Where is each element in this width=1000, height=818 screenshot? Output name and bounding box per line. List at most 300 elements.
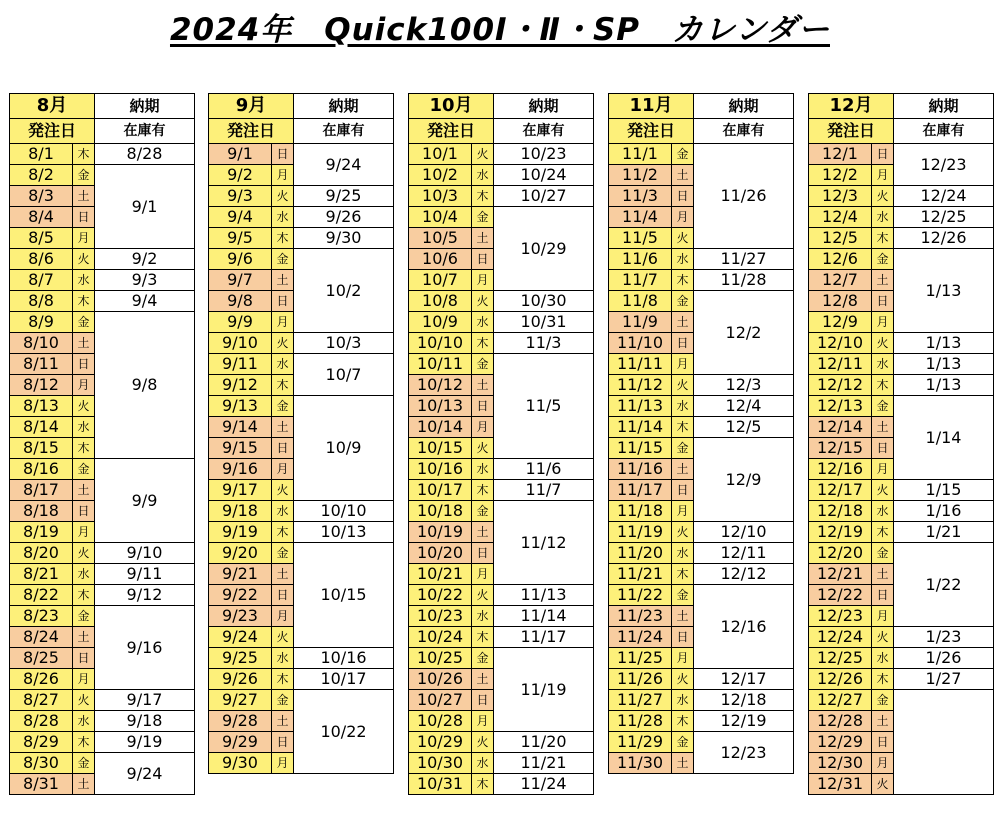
weekday: 水 xyxy=(872,501,894,522)
weekday: 月 xyxy=(272,606,294,627)
month-table xyxy=(608,93,794,774)
weekday: 木 xyxy=(472,186,494,207)
order-date: 12/28 xyxy=(809,711,872,732)
weekday: 月 xyxy=(73,375,95,396)
order-date: 10/1 xyxy=(409,144,472,165)
order-date: 9/5 xyxy=(209,228,272,249)
table-row xyxy=(209,354,394,375)
table-row xyxy=(209,186,394,207)
delivery-date: 9/24 xyxy=(95,753,195,795)
weekday: 月 xyxy=(272,459,294,480)
weekday: 土 xyxy=(672,312,694,333)
weekday: 日 xyxy=(672,186,694,207)
order-date: 9/12 xyxy=(209,375,272,396)
table-row xyxy=(609,543,794,564)
weekday: 日 xyxy=(872,585,894,606)
order-date: 8/7 xyxy=(10,270,73,291)
table-row xyxy=(409,480,594,501)
order-date: 8/8 xyxy=(10,291,73,312)
delivery-date: 9/17 xyxy=(95,690,195,711)
weekday: 水 xyxy=(272,648,294,669)
order-date: 12/1 xyxy=(809,144,872,165)
order-date: 9/15 xyxy=(209,438,272,459)
order-date: 11/21 xyxy=(609,564,672,585)
delivery-date: 9/16 xyxy=(95,606,195,690)
weekday: 金 xyxy=(672,585,694,606)
weekday: 木 xyxy=(472,627,494,648)
order-date: 12/22 xyxy=(809,585,872,606)
order-date: 11/7 xyxy=(609,270,672,291)
order-date: 12/31 xyxy=(809,774,872,795)
order-date: 9/24 xyxy=(209,627,272,648)
weekday: 土 xyxy=(272,711,294,732)
weekday: 日 xyxy=(272,585,294,606)
order-date: 9/25 xyxy=(209,648,272,669)
weekday: 水 xyxy=(672,543,694,564)
order-date: 11/5 xyxy=(609,228,672,249)
table-row xyxy=(609,417,794,438)
order-date: 9/2 xyxy=(209,165,272,186)
delivery-date: 12/26 xyxy=(894,228,994,249)
table-row xyxy=(10,459,195,480)
delivery-date: 11/6 xyxy=(494,459,594,480)
month-table xyxy=(208,93,394,774)
delivery-date: 12/23 xyxy=(894,144,994,186)
weekday: 金 xyxy=(672,732,694,753)
weekday: 土 xyxy=(672,606,694,627)
weekday: 金 xyxy=(272,396,294,417)
weekday: 月 xyxy=(672,501,694,522)
delivery-date: 12/17 xyxy=(694,669,794,690)
weekday: 日 xyxy=(272,732,294,753)
delivery-date: 12/12 xyxy=(694,564,794,585)
delivery-date: 12/18 xyxy=(694,690,794,711)
weekday: 月 xyxy=(872,753,894,774)
delivery-date: 9/4 xyxy=(95,291,195,312)
order-date: 12/17 xyxy=(809,480,872,501)
table-row xyxy=(10,606,195,627)
weekday: 土 xyxy=(472,228,494,249)
delivery-date: 1/13 xyxy=(894,333,994,354)
weekday: 火 xyxy=(73,543,95,564)
order-date: 9/19 xyxy=(209,522,272,543)
order-date: 11/16 xyxy=(609,459,672,480)
delivery-date: 9/24 xyxy=(294,144,394,186)
order-date: 9/22 xyxy=(209,585,272,606)
weekday: 土 xyxy=(73,333,95,354)
order-date: 9/4 xyxy=(209,207,272,228)
delivery-date: 11/28 xyxy=(694,270,794,291)
table-row xyxy=(609,438,794,459)
in-stock-header: 在庫有 xyxy=(95,119,195,144)
order-date: 9/11 xyxy=(209,354,272,375)
order-date: 10/5 xyxy=(409,228,472,249)
order-date: 9/13 xyxy=(209,396,272,417)
order-date: 10/20 xyxy=(409,543,472,564)
order-date: 11/19 xyxy=(609,522,672,543)
order-date: 10/3 xyxy=(409,186,472,207)
order-date: 11/1 xyxy=(609,144,672,165)
weekday: 土 xyxy=(672,165,694,186)
weekday: 月 xyxy=(73,669,95,690)
order-date: 12/8 xyxy=(809,291,872,312)
weekday: 木 xyxy=(672,417,694,438)
table-row xyxy=(209,249,394,270)
order-date: 9/23 xyxy=(209,606,272,627)
weekday: 金 xyxy=(872,543,894,564)
delivery-date: 10/24 xyxy=(494,165,594,186)
weekday: 火 xyxy=(472,291,494,312)
delivery-date: 1/27 xyxy=(894,669,994,690)
order-date: 12/18 xyxy=(809,501,872,522)
order-date: 8/4 xyxy=(10,207,73,228)
table-row xyxy=(209,669,394,690)
delivery-date: 10/3 xyxy=(294,333,394,354)
order-date: 11/6 xyxy=(609,249,672,270)
table-row xyxy=(609,711,794,732)
order-date: 11/25 xyxy=(609,648,672,669)
delivery-date: 1/26 xyxy=(894,648,994,669)
weekday: 月 xyxy=(872,606,894,627)
order-date: 12/15 xyxy=(809,438,872,459)
order-date: 12/3 xyxy=(809,186,872,207)
delivery-date: 12/10 xyxy=(694,522,794,543)
order-date: 10/23 xyxy=(409,606,472,627)
weekday: 火 xyxy=(672,375,694,396)
table-row xyxy=(10,144,195,165)
weekday: 火 xyxy=(872,774,894,795)
table-row xyxy=(609,585,794,606)
order-date: 12/12 xyxy=(809,375,872,396)
table-row xyxy=(809,333,994,354)
order-date: 10/16 xyxy=(409,459,472,480)
delivery-date: 9/10 xyxy=(95,543,195,564)
order-date: 12/5 xyxy=(809,228,872,249)
weekday: 水 xyxy=(472,312,494,333)
order-date: 8/29 xyxy=(10,732,73,753)
order-date: 10/24 xyxy=(409,627,472,648)
table-row xyxy=(809,375,994,396)
delivery-header: 納期 xyxy=(95,94,195,119)
order-date: 12/13 xyxy=(809,396,872,417)
order-date: 12/27 xyxy=(809,690,872,711)
order-date: 10/7 xyxy=(409,270,472,291)
table-row xyxy=(409,732,594,753)
order-date: 10/15 xyxy=(409,438,472,459)
order-date: 10/13 xyxy=(409,396,472,417)
delivery-date: 12/2 xyxy=(694,291,794,375)
order-date: 11/29 xyxy=(609,732,672,753)
weekday: 日 xyxy=(73,207,95,228)
weekday: 水 xyxy=(73,564,95,585)
weekday: 水 xyxy=(472,753,494,774)
weekday: 日 xyxy=(672,627,694,648)
table-row xyxy=(809,522,994,543)
delivery-date: 12/3 xyxy=(694,375,794,396)
in-stock-header: 在庫有 xyxy=(494,119,594,144)
weekday: 金 xyxy=(872,690,894,711)
weekday: 土 xyxy=(73,774,95,795)
order-date: 8/30 xyxy=(10,753,73,774)
weekday: 金 xyxy=(472,648,494,669)
table-row xyxy=(609,522,794,543)
order-date: 11/13 xyxy=(609,396,672,417)
order-date: 9/21 xyxy=(209,564,272,585)
delivery-date: 10/9 xyxy=(294,396,394,501)
table-row xyxy=(209,333,394,354)
weekday: 木 xyxy=(672,564,694,585)
order-date: 8/17 xyxy=(10,480,73,501)
month-table xyxy=(808,93,994,795)
order-date: 10/30 xyxy=(409,753,472,774)
order-date: 10/2 xyxy=(409,165,472,186)
weekday: 金 xyxy=(472,501,494,522)
order-date: 12/19 xyxy=(809,522,872,543)
order-date: 12/16 xyxy=(809,459,872,480)
weekday: 土 xyxy=(872,417,894,438)
table-row xyxy=(609,249,794,270)
order-date: 12/23 xyxy=(809,606,872,627)
delivery-date: 10/22 xyxy=(294,690,394,774)
delivery-date: 12/23 xyxy=(694,732,794,774)
weekday: 木 xyxy=(272,228,294,249)
weekday: 月 xyxy=(672,207,694,228)
order-date: 11/22 xyxy=(609,585,672,606)
delivery-date: 9/12 xyxy=(95,585,195,606)
order-date: 9/26 xyxy=(209,669,272,690)
table-row xyxy=(409,165,594,186)
weekday: 土 xyxy=(472,669,494,690)
delivery-date: 10/16 xyxy=(294,648,394,669)
order-date: 12/24 xyxy=(809,627,872,648)
order-date: 12/7 xyxy=(809,270,872,291)
delivery-date: 11/13 xyxy=(494,585,594,606)
weekday: 火 xyxy=(872,186,894,207)
order-date: 10/21 xyxy=(409,564,472,585)
order-date: 11/18 xyxy=(609,501,672,522)
delivery-date: 11/19 xyxy=(494,648,594,732)
delivery-date: 11/20 xyxy=(494,732,594,753)
delivery-date: 1/23 xyxy=(894,627,994,648)
weekday: 日 xyxy=(472,249,494,270)
weekday: 月 xyxy=(472,564,494,585)
order-date: 11/8 xyxy=(609,291,672,312)
table-row xyxy=(609,144,794,165)
order-date: 11/23 xyxy=(609,606,672,627)
order-date: 12/20 xyxy=(809,543,872,564)
table-row xyxy=(809,480,994,501)
weekday: 金 xyxy=(872,396,894,417)
in-stock-header: 在庫有 xyxy=(894,119,994,144)
order-date: 12/21 xyxy=(809,564,872,585)
table-row xyxy=(10,564,195,585)
weekday: 月 xyxy=(872,165,894,186)
order-date: 10/6 xyxy=(409,249,472,270)
order-date: 8/11 xyxy=(10,354,73,375)
weekday: 土 xyxy=(672,459,694,480)
weekday: 土 xyxy=(73,186,95,207)
weekday: 日 xyxy=(472,543,494,564)
order-date: 8/16 xyxy=(10,459,73,480)
delivery-date: 9/2 xyxy=(95,249,195,270)
table-row xyxy=(409,753,594,774)
table-row xyxy=(609,291,794,312)
weekday: 土 xyxy=(872,711,894,732)
weekday: 火 xyxy=(272,480,294,501)
table-row xyxy=(409,774,594,795)
order-date: 9/1 xyxy=(209,144,272,165)
delivery-date: 1/21 xyxy=(894,522,994,543)
weekday: 金 xyxy=(672,144,694,165)
weekday: 月 xyxy=(472,711,494,732)
delivery-date: 12/16 xyxy=(694,585,794,669)
month-label: 10月 xyxy=(409,94,494,119)
order-date: 10/29 xyxy=(409,732,472,753)
delivery-date: 9/9 xyxy=(95,459,195,543)
order-date: 12/30 xyxy=(809,753,872,774)
table-row xyxy=(809,249,994,270)
delivery-date: 10/27 xyxy=(494,186,594,207)
month-label: 11月 xyxy=(609,94,694,119)
weekday: 火 xyxy=(672,228,694,249)
month-label: 9月 xyxy=(209,94,294,119)
order-date: 10/4 xyxy=(409,207,472,228)
weekday: 月 xyxy=(472,270,494,291)
table-row xyxy=(409,186,594,207)
page-title-text: 2024年 Quick100Ⅰ・Ⅱ・SP カレンダー xyxy=(169,12,830,48)
table-row xyxy=(609,375,794,396)
order-date: 11/10 xyxy=(609,333,672,354)
order-date-header: 発注日 xyxy=(10,119,95,144)
table-row xyxy=(609,732,794,753)
delivery-date: 8/28 xyxy=(95,144,195,165)
weekday: 土 xyxy=(73,627,95,648)
table-row xyxy=(409,144,594,165)
delivery-date: 10/17 xyxy=(294,669,394,690)
weekday: 月 xyxy=(872,312,894,333)
weekday: 火 xyxy=(672,669,694,690)
weekday: 月 xyxy=(472,417,494,438)
table-row xyxy=(10,690,195,711)
table-row xyxy=(809,228,994,249)
order-date: 10/11 xyxy=(409,354,472,375)
delivery-date: 9/30 xyxy=(294,228,394,249)
weekday: 木 xyxy=(472,480,494,501)
delivery-date: 11/3 xyxy=(494,333,594,354)
delivery-date: 11/7 xyxy=(494,480,594,501)
weekday: 金 xyxy=(73,165,95,186)
delivery-date: 11/12 xyxy=(494,501,594,585)
order-date-header: 発注日 xyxy=(209,119,294,144)
table-row xyxy=(10,585,195,606)
weekday: 金 xyxy=(472,354,494,375)
order-date: 8/25 xyxy=(10,648,73,669)
delivery-date: 1/13 xyxy=(894,375,994,396)
order-date: 11/26 xyxy=(609,669,672,690)
order-date-header: 発注日 xyxy=(409,119,494,144)
order-date: 8/15 xyxy=(10,438,73,459)
weekday: 火 xyxy=(872,333,894,354)
delivery-date: 9/1 xyxy=(95,165,195,249)
weekday: 日 xyxy=(472,690,494,711)
order-date: 8/28 xyxy=(10,711,73,732)
table-row xyxy=(209,501,394,522)
table-row xyxy=(809,144,994,165)
delivery-date: 10/7 xyxy=(294,354,394,396)
delivery-date: 9/25 xyxy=(294,186,394,207)
order-date: 8/9 xyxy=(10,312,73,333)
weekday: 水 xyxy=(472,165,494,186)
weekday: 日 xyxy=(73,354,95,375)
weekday: 木 xyxy=(872,228,894,249)
order-date: 10/19 xyxy=(409,522,472,543)
weekday: 金 xyxy=(73,459,95,480)
weekday: 日 xyxy=(272,291,294,312)
weekday: 火 xyxy=(472,585,494,606)
delivery-date: 10/15 xyxy=(294,543,394,648)
table-row xyxy=(10,291,195,312)
order-date: 10/26 xyxy=(409,669,472,690)
table-row xyxy=(809,627,994,648)
weekday: 火 xyxy=(73,249,95,270)
delivery-date: 10/2 xyxy=(294,249,394,333)
order-date: 12/10 xyxy=(809,333,872,354)
weekday: 木 xyxy=(872,522,894,543)
delivery-date: 1/16 xyxy=(894,501,994,522)
weekday: 木 xyxy=(73,585,95,606)
weekday: 水 xyxy=(472,459,494,480)
delivery-date: 9/8 xyxy=(95,312,195,459)
delivery-date: 12/25 xyxy=(894,207,994,228)
table-row xyxy=(609,669,794,690)
order-date: 10/17 xyxy=(409,480,472,501)
delivery-date: 11/27 xyxy=(694,249,794,270)
table-row xyxy=(10,753,195,774)
weekday: 土 xyxy=(872,270,894,291)
table-row xyxy=(809,669,994,690)
order-date: 9/9 xyxy=(209,312,272,333)
order-date: 11/12 xyxy=(609,375,672,396)
order-date: 11/3 xyxy=(609,186,672,207)
order-date: 8/3 xyxy=(10,186,73,207)
weekday: 金 xyxy=(272,543,294,564)
weekday: 日 xyxy=(872,291,894,312)
table-row xyxy=(209,396,394,417)
weekday: 火 xyxy=(872,627,894,648)
order-date: 10/14 xyxy=(409,417,472,438)
table-row xyxy=(809,690,994,711)
month-label: 12月 xyxy=(809,94,894,119)
weekday: 火 xyxy=(672,522,694,543)
in-stock-header: 在庫有 xyxy=(294,119,394,144)
table-row xyxy=(409,207,594,228)
table-row xyxy=(209,228,394,249)
order-date: 11/14 xyxy=(609,417,672,438)
table-row xyxy=(209,144,394,165)
table-row xyxy=(209,522,394,543)
order-date: 11/27 xyxy=(609,690,672,711)
weekday: 水 xyxy=(672,249,694,270)
order-date: 11/20 xyxy=(609,543,672,564)
weekday: 水 xyxy=(872,648,894,669)
table-row xyxy=(209,648,394,669)
weekday: 水 xyxy=(872,207,894,228)
weekday: 月 xyxy=(73,522,95,543)
delivery-date: 9/19 xyxy=(95,732,195,753)
weekday: 月 xyxy=(872,459,894,480)
order-date: 9/14 xyxy=(209,417,272,438)
weekday: 土 xyxy=(672,753,694,774)
